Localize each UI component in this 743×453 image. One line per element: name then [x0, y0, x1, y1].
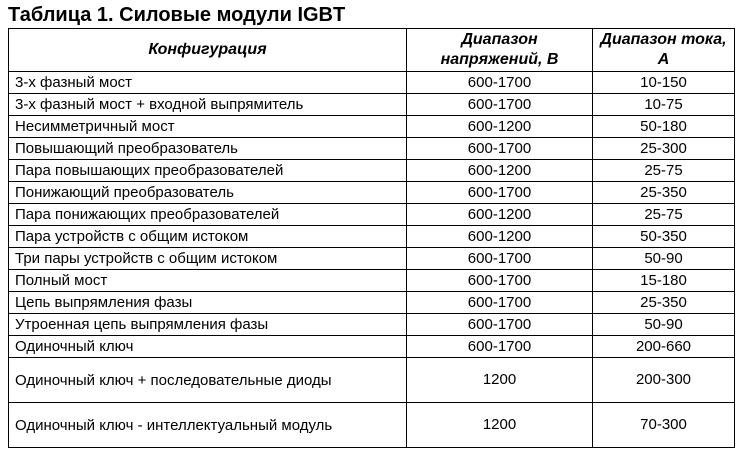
header-current-range: Диапазон тока, А: [593, 29, 735, 72]
cell-configuration: Понижающий преобразователь: [9, 182, 407, 204]
cell-configuration: Пара устройств с общим истоком: [9, 226, 407, 248]
table-row: [9, 292, 735, 314]
cell-configuration: Одиночный ключ: [9, 336, 407, 358]
cell-voltage-range: 1200: [407, 403, 593, 448]
table-row: [9, 314, 735, 336]
cell-configuration: Полный мост: [9, 270, 407, 292]
igbt-modules-table: [8, 28, 735, 448]
cell-current-range: 10-75: [593, 94, 735, 116]
table-row: [9, 248, 735, 270]
cell-configuration: Одиночный ключ + последовательные диоды: [9, 358, 407, 403]
cell-voltage-range: 600-1700: [407, 138, 593, 160]
cell-current-range: 50-90: [593, 314, 735, 336]
cell-current-range: 25-350: [593, 182, 735, 204]
table-row: [9, 160, 735, 182]
cell-configuration: Повышающий преобразователь: [9, 138, 407, 160]
cell-configuration: Три пары устройств с общим истоком: [9, 248, 407, 270]
cell-current-range: 50-350: [593, 226, 735, 248]
cell-current-range: 50-180: [593, 116, 735, 138]
table-row: [9, 182, 735, 204]
cell-voltage-range: 600-1700: [407, 72, 593, 94]
table-row: [9, 226, 735, 248]
table-row: [9, 204, 735, 226]
cell-voltage-range: 600-1700: [407, 182, 593, 204]
cell-configuration: Цепь выпрямления фазы: [9, 292, 407, 314]
table-row: [9, 270, 735, 292]
cell-configuration: Несимметричный мост: [9, 116, 407, 138]
cell-voltage-range: 600-1200: [407, 160, 593, 182]
cell-current-range: 70-300: [593, 403, 735, 448]
cell-voltage-range: 600-1700: [407, 314, 593, 336]
cell-configuration: Утроенная цепь выпрямления фазы: [9, 314, 407, 336]
table-title: Таблица 1. Силовые модули IGBT: [8, 4, 346, 26]
table-row: [9, 358, 735, 403]
cell-voltage-range: 600-1200: [407, 226, 593, 248]
cell-current-range: 50-90: [593, 248, 735, 270]
table-row: [9, 116, 735, 138]
table-row: [9, 336, 735, 358]
cell-voltage-range: 600-1700: [407, 336, 593, 358]
cell-voltage-range: 600-1700: [407, 270, 593, 292]
cell-current-range: 25-300: [593, 138, 735, 160]
table-row: [9, 138, 735, 160]
cell-configuration: Пара повышающих преобразователей: [9, 160, 407, 182]
cell-current-range: 200-660: [593, 336, 735, 358]
cell-configuration: Одиночный ключ - интеллектуальный модуль: [9, 403, 407, 448]
cell-configuration: Пара понижающих преобразователей: [9, 204, 407, 226]
header-configuration: Конфигурация: [9, 29, 407, 72]
cell-voltage-range: 600-1700: [407, 292, 593, 314]
cell-current-range: 200-300: [593, 358, 735, 403]
cell-current-range: 25-75: [593, 204, 735, 226]
cell-voltage-range: 600-1200: [407, 204, 593, 226]
cell-voltage-range: 600-1700: [407, 94, 593, 116]
cell-current-range: 15-180: [593, 270, 735, 292]
header-voltage-range: Диапазон напряжений, В: [407, 29, 593, 72]
cell-voltage-range: 600-1200: [407, 116, 593, 138]
cell-voltage-range: 600-1700: [407, 248, 593, 270]
cell-voltage-range: 1200: [407, 358, 593, 403]
cell-current-range: 25-75: [593, 160, 735, 182]
cell-current-range: 25-350: [593, 292, 735, 314]
cell-current-range: 10-150: [593, 72, 735, 94]
table-row: [9, 403, 735, 448]
cell-configuration: 3-х фазный мост + входной выпрямитель: [9, 94, 407, 116]
table-row: [9, 94, 735, 116]
table-header-row: [9, 29, 735, 72]
table-row: [9, 72, 735, 94]
cell-configuration: 3-х фазный мост: [9, 72, 407, 94]
